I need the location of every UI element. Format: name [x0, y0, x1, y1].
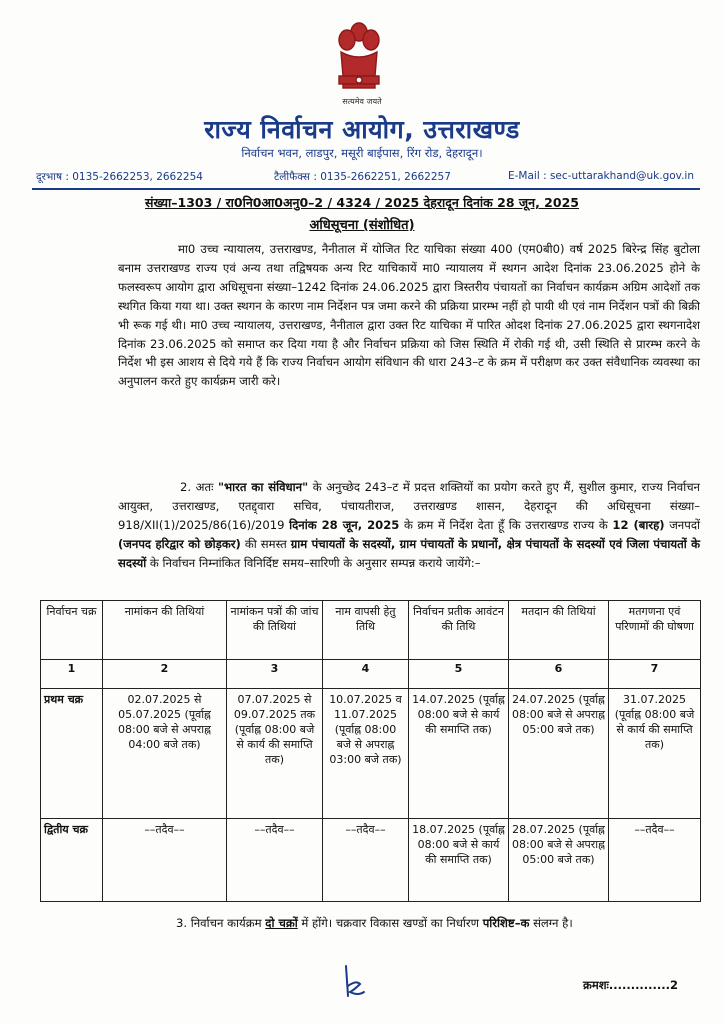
- para2-text-5: की समस्त: [240, 536, 291, 551]
- election-schedule-table: [40, 600, 701, 902]
- emblem-motto: सत्यमेव जयते: [342, 97, 382, 106]
- para3-text-2: में होंगे। चक्रवार विकास खण्डों का निर्धारण: [297, 916, 483, 930]
- table-header-cell: निर्वाचन प्रतीक आवंटन की तिथि: [409, 601, 509, 660]
- table-header-cell: मतगणना एवं परिणामों की घोषणा: [609, 601, 701, 660]
- column-number: 3: [227, 660, 323, 689]
- email-address[interactable]: E-Mail : sec-uttarakhand@uk.gov.in: [508, 170, 694, 182]
- table-header-cell: नामांकन पत्रों की जांच की तिथियां: [227, 601, 323, 660]
- cycle-label: प्रथम चक्र: [41, 688, 103, 818]
- state-emblem-icon: [331, 18, 387, 98]
- table-cell: 14.07.2025 (पूर्वाह्न 08:00 बजे से कार्य की समाप्ति तक): [409, 688, 509, 818]
- organization-name: राज्य निर्वाचन आयोग, उत्तराखण्ड: [204, 115, 520, 144]
- table-header-cell: निर्वाचन चक्र: [41, 601, 103, 660]
- notification-title: अधिसूचना (संशोधित): [309, 218, 415, 233]
- para2-bold-4: (जनपद हरिद्वार को छोड़कर): [118, 536, 241, 551]
- para2-text-4: जनपदों: [664, 517, 700, 532]
- header-divider: [32, 188, 700, 190]
- para2-bold-5: ग्राम पंचायतों के सदस्यों, ग्राम पंचायतों के प्रधानों, क्षेत्र पंचायतों के सदस्यों एवं जिला पंचायतों के सदस्यों: [118, 536, 701, 570]
- fax-numbers: टैलीफैक्स : 0135-2662251, 2662257: [274, 171, 451, 183]
- para3-text-1: 3. निर्वाचन कार्यक्रम: [176, 916, 266, 930]
- para2-text-1: 2. अतः: [180, 480, 218, 494]
- column-number: 2: [103, 660, 227, 689]
- para2-text-2: के अनुच्छेद 243–ट में प्रदत्त शक्तियों का प्रयोग करते हुए मैं, सुशील कुमार, राज्य निर्वाचन आयुक्त, उत्तराखण्ड, एतद्द्वारा सचिव, पंचायतीराज, उत्तराखण्ड शासन, देहरादून की अधिसूचना संख्या–918/XII(1)/2025/86(16)/2019: [118, 480, 700, 532]
- table-header-cell: मतदान की तिथियां: [509, 601, 609, 660]
- para3-bold-1: दो चक्रों: [265, 916, 298, 930]
- column-number: 6: [509, 660, 609, 689]
- table-number-row: [41, 660, 701, 689]
- para2-bold-2: दिनांक 28 जून, 2025: [289, 517, 400, 532]
- table-cell: 02.07.2025 से 05.07.2025 (पूर्वाह्न 08:00 बजे से अपराह्न 04:00 बजे तक): [103, 688, 227, 818]
- table-cell: ––तदैव––: [323, 818, 409, 901]
- column-number: 4: [323, 660, 409, 689]
- table-cell: 18.07.2025 (पूर्वाह्न 08:00 बजे से कार्य की समाप्ति तक): [409, 818, 509, 901]
- table-cell: 31.07.2025 (पूर्वाह्न 08:00 बजे से कार्य की समाप्ति तक): [609, 688, 701, 818]
- table-header-row: [41, 601, 701, 660]
- paragraph-2: [118, 478, 700, 573]
- paragraph-3: [118, 914, 700, 933]
- phone-numbers: दूरभाष : 0135-2662253, 2662254: [36, 171, 203, 183]
- cycle-label: द्वितीय चक्र: [41, 818, 103, 901]
- para3-text-3: संलग्न है।: [529, 916, 573, 930]
- column-number: 7: [609, 660, 701, 689]
- table-cell: 28.07.2025 (पूर्वाह्न 08:00 बजे से अपराह्न 05:00 बजे तक): [509, 818, 609, 901]
- table-cell: 24.07.2025 (पूर्वाह्न 08:00 बजे से अपराह्न 05:00 बजे तक): [509, 688, 609, 818]
- table-cell: 07.07.2025 से 09.07.2025 तक (पूर्वाह्न 08:00 बजे से कार्य की समाप्ति तक): [227, 688, 323, 818]
- reference-number: संख्या–1303 / रा0नि0आ0अनु0–2 / 4324 / 2025 देहरादून दिनांक 28 जून, 2025: [145, 195, 579, 210]
- table-cell: ––तदैव––: [609, 818, 701, 901]
- table-row: [41, 818, 701, 901]
- para3-bold-2: परिशिष्ट–क: [482, 916, 530, 930]
- column-number: 1: [41, 660, 103, 689]
- column-number: 5: [409, 660, 509, 689]
- paragraph-1: मा0 उच्च न्यायालय, उत्तराखण्ड, नैनीताल में योजित रिट याचिका संख्या 400 (एम0बी0) वर्ष 2025 बिरेन्द्र सिंह बुटोला बनाम उत्तराखण्ड राज्य एवं अन्य तथा तद्विषयक अन्य रिट याचिकायें मा0 न्यायालय में स्थगन आदेश दिनांक 23.06.2025 होने के फलस्वरूप आयोग द्वारा अधिसूचना संख्या–1242 दिनांक 24.06.2025 द्वारा त्रिस्तरीय पंचायतों का निर्वाचन कार्यक्रम अग्रिम आदेशों तक स्थगित किया गया था। उक्त स्थगन के कारण नाम निर्देशन पत्र जमा करने की प्रक्रिया प्रारम्भ नहीं हो पायी थी एवं नाम निर्देशन पत्रों की बिक्री भी रूक गई थी। मा0 उच्च न्यायालय, उत्तराखण्ड, नैनीताल द्वारा उक्त रिट याचिका में पारित ओदश दिनांक 27.06.2025 द्वारा स्थगनादेश दिनांक 23.06.2025 को समाप्त कर दिया गया है और निर्वाचन प्रक्रिया को जिस स्थिति में रोकी गई थी, उसी स्थिति से प्रारम्भ करने के निर्देश भी इस आशय से दिये गये हैं कि राज्य निर्वाचन आयोग संविधान की धारा 243–ट के क्रम में परीक्षण कर उक्त संवैधानिक व्यवस्था का अनुपालन करते हुए कार्यक्रम जारी करे।: [118, 242, 700, 389]
- signature-mark: [340, 962, 368, 1002]
- table-header-cell: नाम वापसी हेतु तिथि: [323, 601, 409, 660]
- table-row: [41, 688, 701, 818]
- para2-text-6: के निर्वाचन निम्नांकित विनिर्दिष्ट समय–सारिणी के अनुसार सम्पन्न कराये जायेंगे:–: [146, 555, 481, 570]
- table-header-cell: नामांकन की तिथियां: [103, 601, 227, 660]
- organization-address: निर्वाचन भवन, लाडपुर, मसूरी बाईपास, रिंग रोड, देहरादून।: [241, 146, 483, 160]
- para2-text-3: के क्रम में निर्देश देता हूँ कि उत्तराखण्ड राज्य के: [399, 517, 613, 532]
- table-cell: 10.07.2025 व 11.07.2025 (पूर्वाह्न 08:00 बजे से अपराह्न 03:00 बजे तक): [323, 688, 409, 818]
- table-cell: ––तदैव––: [103, 818, 227, 901]
- para2-bold-3: 12 (बारह): [612, 517, 665, 532]
- table-cell: ––तदैव––: [227, 818, 323, 901]
- para2-bold-1: "भारत का संविधान": [217, 480, 309, 494]
- continued-marker: क्रमशः..............2: [583, 978, 679, 992]
